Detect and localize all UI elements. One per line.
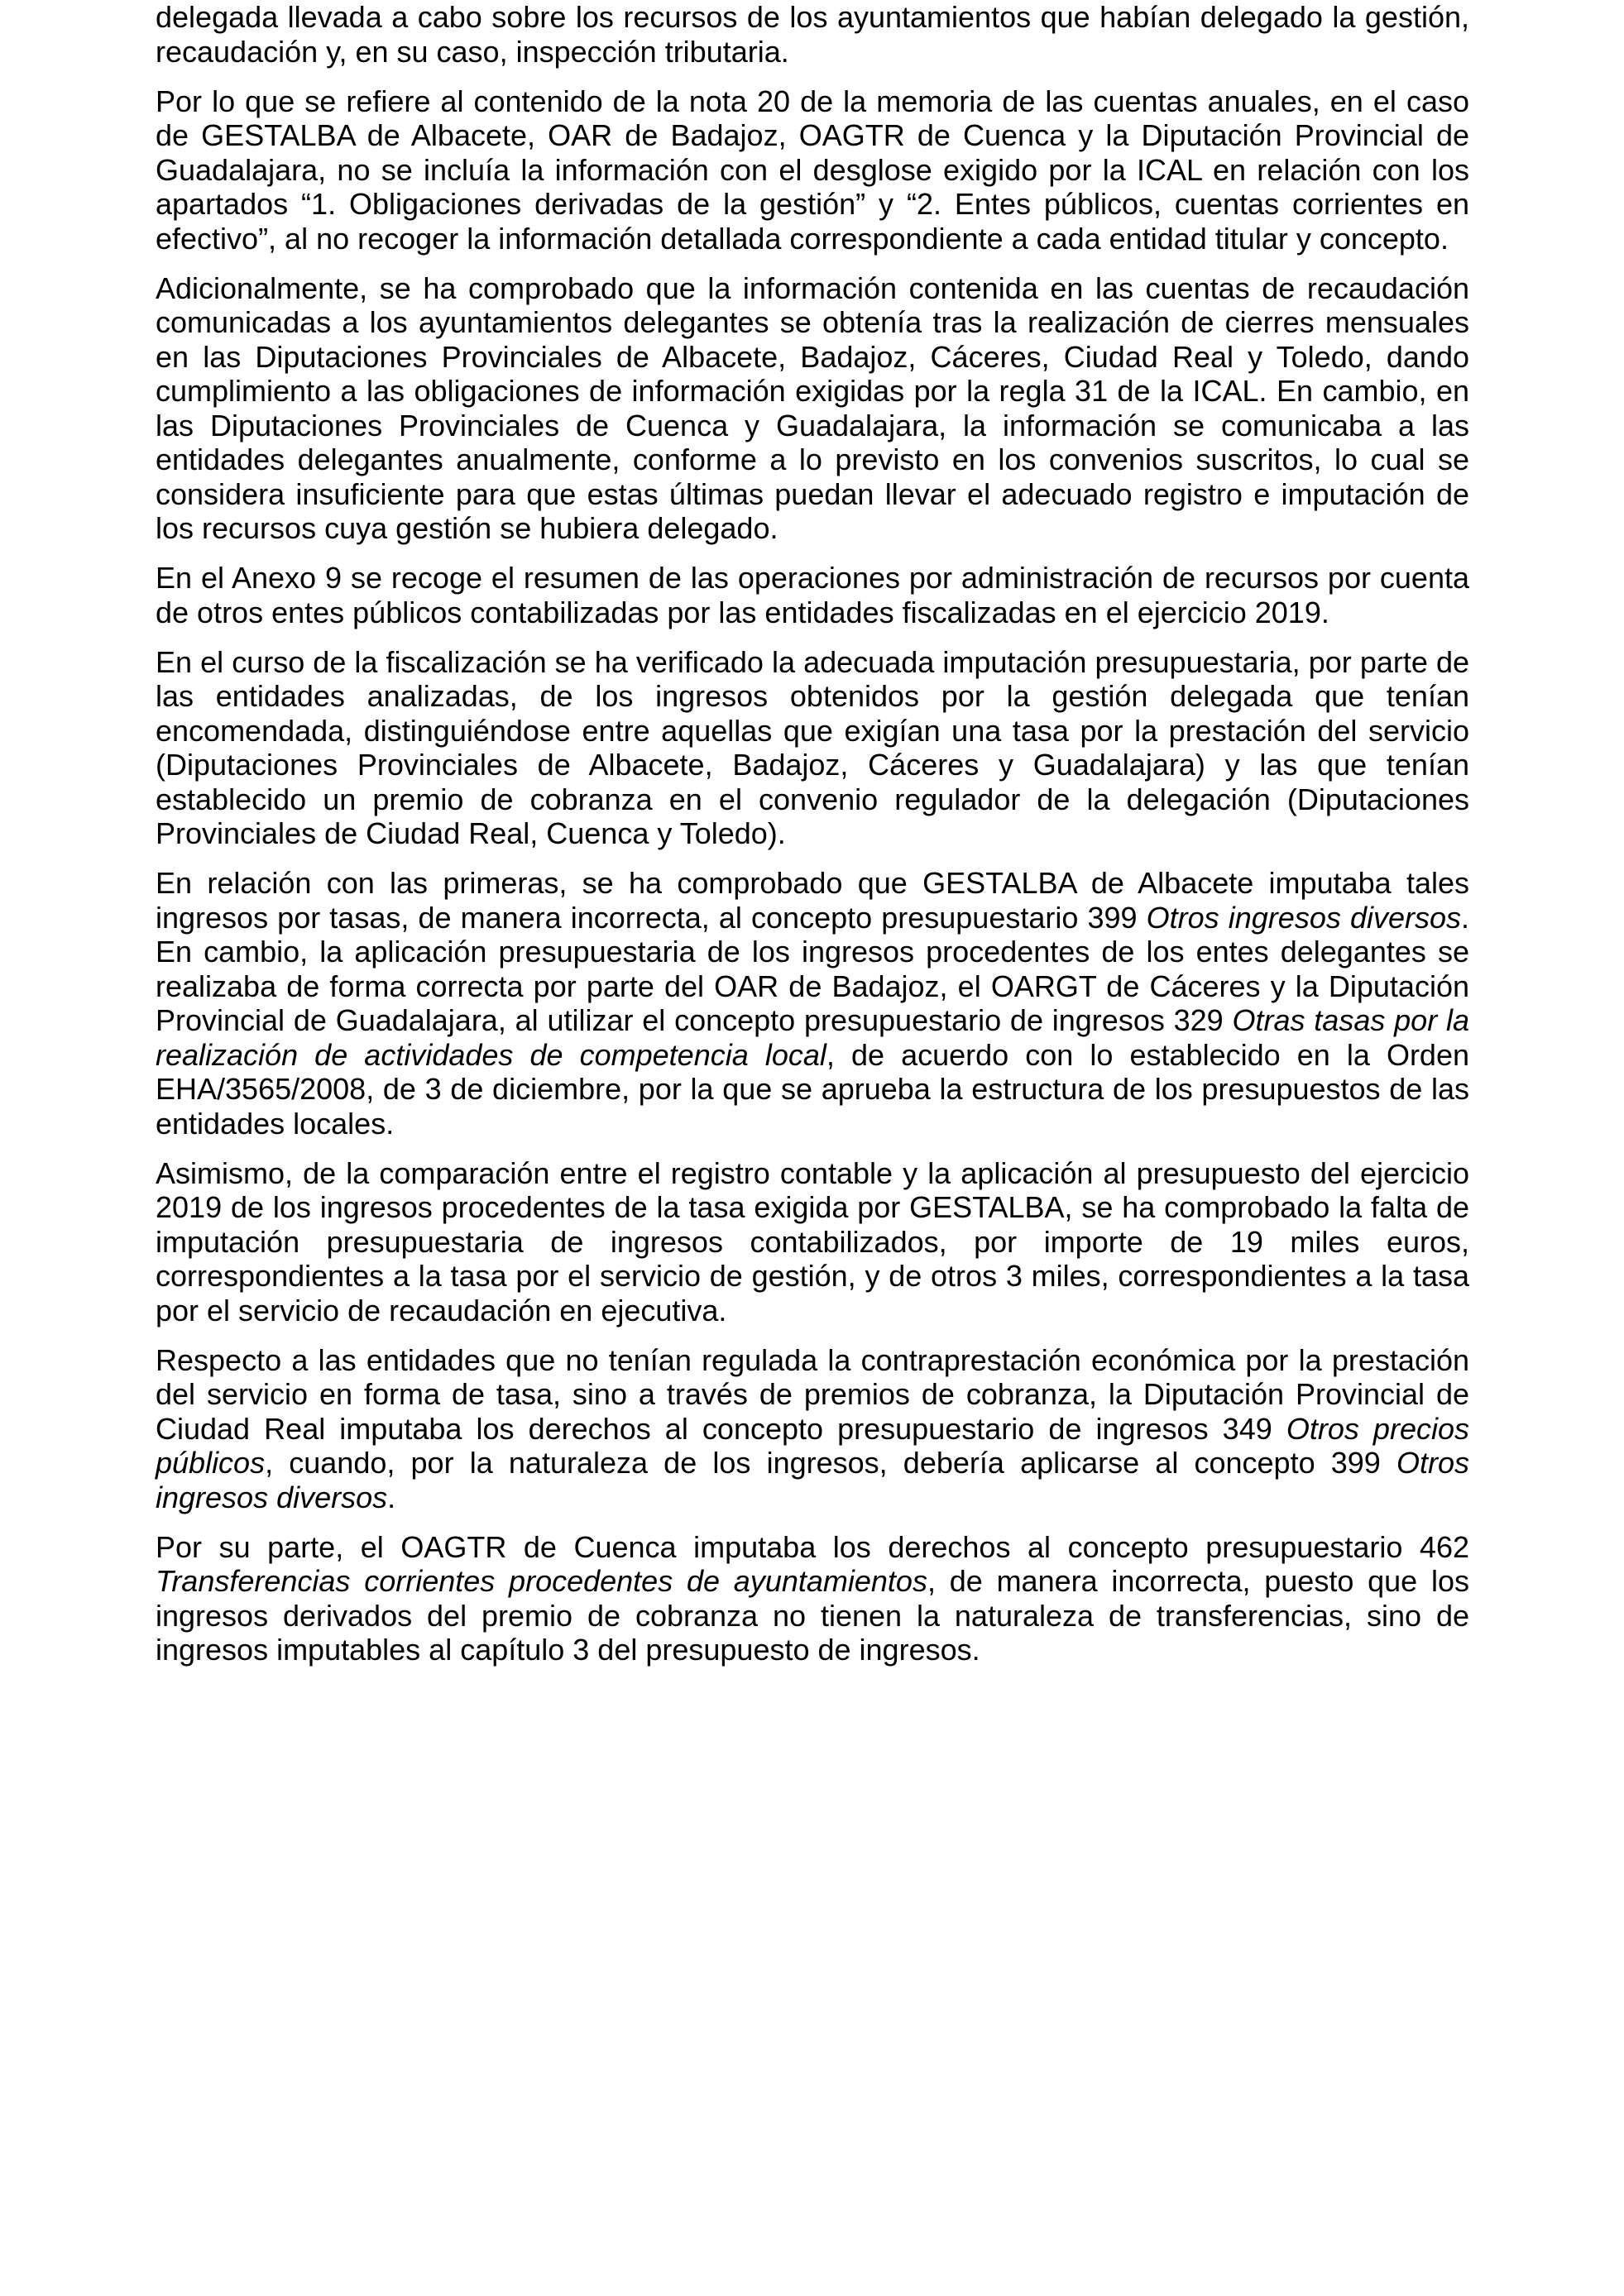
paragraph-text: Por su parte, el OAGTR de Cuenca imputaba los derechos al concepto presupuestario 462 xyxy=(156,1529,1469,1564)
paragraph-text: En el Anexo 9 se recoge el resumen de las operaciones por administración de recursos por cuenta de otros entes públicos contabilizadas por las entidades fiscalizadas en el ejercicio 2019. xyxy=(156,561,1469,629)
concept-name-italic: Transferencias corrientes procedentes de ayuntamientos xyxy=(156,1564,927,1598)
paragraph-anexo-9 xyxy=(156,561,1469,629)
paragraph-text: . En cambio, la aplicación presupuestaria de los ingresos procedentes de los entes delegantes se realizaba de forma correcta por parte del OAR de Badajoz, el OARGT de Cáceres y la Diputación Provincial de Guadalajara, al utilizar el concepto presupuestario de ingresos 329 xyxy=(156,900,1470,1037)
paragraph-text: , de manera incorrecta, puesto que los ingresos derivados del premio de cobranza no tienen la naturaleza de transferencias, sino de ingresos imputables al capítulo 3 del presupuesto de ingresos. xyxy=(156,1564,1469,1667)
paragraph-delegation-scope xyxy=(156,0,1469,69)
paragraph-text: , cuando, por la naturaleza de los ingresos, debería aplicarse al concepto 399 xyxy=(265,1446,1396,1480)
paragraph-text: En relación con las primeras, se ha comprobado que GESTALBA de Albacete imputaba tales ingresos por tasas, de manera incorrecta, al concepto presupuestario 399 xyxy=(156,866,1469,935)
paragraph-premios-cobranza xyxy=(156,1343,1469,1515)
concept-name-italic: Otras tasas por la realización de actividades de competencia local xyxy=(156,1003,1469,1072)
paragraph-text: delegada llevada a cabo sobre los recursos de los ayuntamientos que habían delegado la gestión, recaudación y, en su caso, inspección tributaria. xyxy=(156,0,1469,69)
paragraph-gestalba-tasas xyxy=(156,866,1469,1141)
concept-name-italic: Otros ingresos diversos xyxy=(156,1446,1469,1514)
paragraph-text: Respecto a las entidades que no tenían regulada la contraprestación económica por la prestación del servicio en forma de tasa, sino a través de premios de cobranza, la Diputación Provincial de Ciudad Real imputaba los derechos al concepto presupuestario de ingresos 349 xyxy=(156,1342,1469,1446)
paragraph-falta-imputacion xyxy=(156,1156,1469,1328)
paragraph-text: . xyxy=(387,1480,396,1514)
paragraph-text: Asimismo, de la comparación entre el registro contable y la aplicación al presupuesto del ejercicio 2019 de los ingresos procedentes de la tasa exigida por GESTALBA, se ha comprobado la falta de imputación presupuestaria de ingresos contabilizados, por importe de 19 miles euros, correspondientes a la tasa por el servicio de gestión, y de otros 3 miles, correspondientes a la tasa por el servicio de recaudación en ejecutiva. xyxy=(156,1155,1469,1327)
paragraph-text: Adicionalmente, se ha comprobado que la información contenida en las cuentas de recaudación comunicadas a los ayuntamientos delegantes se obtenía tras la realización de cierres mensuales en las Diputaciones Provinciales de Albacete, Badajoz, Cáceres, Ciudad Real y Toledo, dando cumplimiento a las obligaciones de información exigidas por la regla 31 de la ICAL. En cambio, en las Diputaciones Provinciales de Cuenca y Guadalajara, la información se comunicaba a las entidades delegantes anualmente, conforme a lo previsto en los convenios suscritos, lo cual se considera insuficiente para que estas últimas puedan llevar el adecuado registro e imputación de los recursos cuya gestión se hubiera delegado. xyxy=(156,270,1469,545)
paragraph-text: En el curso de la fiscalización se ha verificado la adecuada imputación presupuestaria, por parte de las entidades analizadas, de los ingresos obtenidos por la gestión delegada que tenían encomendada, distinguiéndose entre aquellas que exigían una tasa por la prestación del servicio (Diputaciones Provinciales de Albacete, Badajoz, Cáceres y Guadalajara) y las que tenían establecido un premio de cobranza en el convenio regulador de la delegación (Diputaciones Provinciales de Ciudad Real, Cuenca y Toledo). xyxy=(156,644,1469,850)
paragraph-note-20-memoria xyxy=(156,84,1469,256)
paragraph-text: Por lo que se refiere al contenido de la nota 20 de la memoria de las cuentas anuales, en el caso de GESTALBA de Albacete, OAR de Badajoz, OAGTR de Cuenca y la Diputación Provincial de Guadalajara, no se incluía la información con el desglose exigido por la ICAL en relación con los apartados “1. Obligaciones derivadas de la gestión” y “2. Entes públicos, cuentas corrientes en efectivo”, al no recoger la información detallada correspondiente a cada entidad titular y concepto. xyxy=(156,84,1469,256)
paragraph-oagtr-cuenca xyxy=(156,1530,1469,1667)
paragraph-imputacion-presupuestaria xyxy=(156,645,1469,851)
paragraph-text: , de acuerdo con lo establecido en la Orden EHA/3565/2008, de 3 de diciembre, por la que se aprueba la estructura de los presupuestos de las entidades locales. xyxy=(156,1037,1470,1141)
paragraph-cuentas-recaudacion xyxy=(156,271,1469,546)
document-page xyxy=(156,0,1469,1682)
concept-name-italic: Otros ingresos diversos xyxy=(1146,900,1461,935)
concept-name-italic: Otros precios públicos xyxy=(156,1411,1469,1480)
